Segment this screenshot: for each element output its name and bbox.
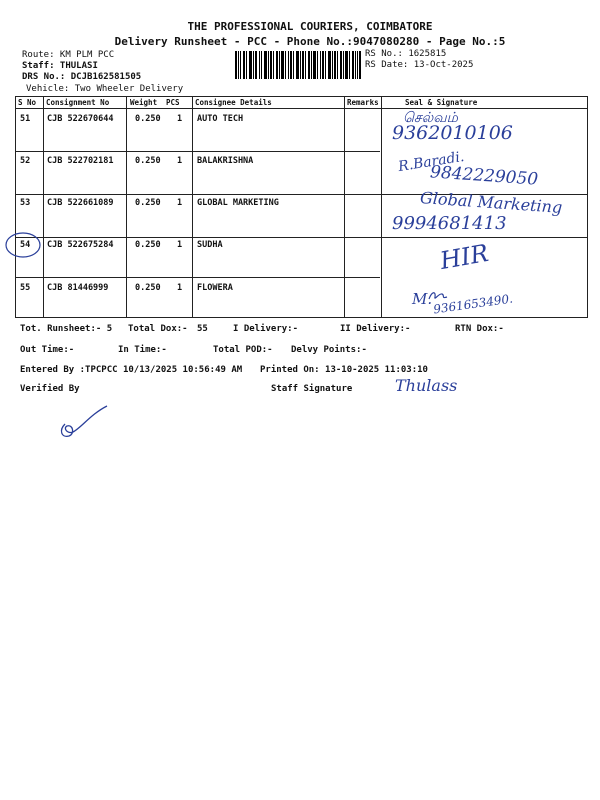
header-consignment: Consignment No <box>46 98 110 107</box>
out-time: Out Time:- <box>20 345 75 355</box>
row-consignment: CJB 522661089 <box>47 198 114 208</box>
staff-handwritten-signature: Thulass <box>395 376 458 395</box>
staff-signature-label: Staff Signature <box>271 384 353 394</box>
handwritten-name: R.Baradi. <box>397 148 466 176</box>
row-pcs: 1 <box>177 240 183 250</box>
row-pcs: 1 <box>177 198 183 208</box>
row-sno: 51 <box>20 114 31 124</box>
delivery-points: Delvy Points:- <box>291 345 367 355</box>
row-divider <box>16 151 380 152</box>
vehicle-text: Vehicle: Two Wheeler Delivery <box>26 84 184 94</box>
row-consignee: AUTO TECH <box>197 114 244 124</box>
row-pcs: 1 <box>177 114 183 124</box>
col-divider <box>192 97 193 317</box>
header-sno: S No <box>18 98 37 107</box>
row-consignment: CJB 522670644 <box>47 114 114 124</box>
row-sno: 52 <box>20 156 31 166</box>
row-consignee: SUDHA <box>197 240 223 250</box>
total-dox-value: 55 <box>197 324 208 334</box>
hand-drawn-circle-icon <box>4 230 44 260</box>
row-pcs: 1 <box>177 283 183 293</box>
handwritten-name: M. <box>412 290 433 308</box>
staff-text: Staff: THULASI <box>22 61 98 71</box>
drs-number: DRS No.: DCJB162581505 <box>22 72 142 82</box>
row-weight: 0.250 <box>135 198 161 208</box>
handwritten-initials: HIR <box>437 239 491 275</box>
entered-by: Entered By :TPCPCC 10/13/2025 10:56:49 AM <box>20 365 243 375</box>
total-dox-label: Total Dox:- <box>128 324 188 334</box>
row-weight: 0.250 <box>135 114 161 124</box>
route-text: Route: KM PLM PCC <box>22 50 115 60</box>
handwritten-phone: 9994681413 <box>392 213 507 234</box>
row-sno: 55 <box>20 283 31 293</box>
row-consignee: GLOBAL MARKETING <box>197 198 279 208</box>
header-pcs: PCS <box>166 98 180 107</box>
row-weight: 0.250 <box>135 283 161 293</box>
handwritten-phone: 9362010106 <box>392 122 513 144</box>
handwritten-phone: 9361653490. <box>432 291 514 317</box>
row-consignment: CJB 81446999 <box>47 283 109 293</box>
row-sno: 53 <box>20 198 31 208</box>
runsheet-subtitle: Delivery Runsheet - PCC - Phone No.:9047080280 - Page No.:5 <box>114 35 506 48</box>
header-weight: Weight <box>130 98 158 107</box>
rs-date: RS Date: 13-Oct-2025 <box>365 60 474 70</box>
ii-delivery: II Delivery:- <box>340 324 411 334</box>
row-sno: 54 <box>20 240 31 250</box>
handwritten-name: செல்வம் <box>403 110 458 126</box>
header-remarks: Remarks <box>347 98 379 107</box>
company-title: THE PROFESSIONAL COURIERS, COIMBATORE <box>187 20 433 33</box>
rs-number: RS No.: 1625815 <box>365 49 447 59</box>
row-consignment: CJB 522675284 <box>47 240 114 250</box>
header-consignee: Consignee Details <box>195 98 272 107</box>
row-divider <box>16 277 380 278</box>
col-divider <box>381 97 382 317</box>
row-consignment: CJB 522702181 <box>47 156 114 166</box>
rtn-dox: RTN Dox:- <box>455 324 504 334</box>
row-consignee: FLOWERA <box>197 283 233 293</box>
handwritten-phone: 9842229050 <box>429 162 539 190</box>
verified-by-label: Verified By <box>20 384 80 394</box>
verifier-signature-icon <box>55 402 115 442</box>
col-divider <box>344 97 345 317</box>
handwritten-name: Global Marketing <box>419 188 563 217</box>
printed-on: Printed On: 13-10-2025 11:03:10 <box>260 365 428 375</box>
row-divider <box>16 237 587 238</box>
i-delivery: I Delivery:- <box>233 324 299 334</box>
row-pcs: 1 <box>177 156 183 166</box>
row-weight: 0.250 <box>135 156 161 166</box>
header-seal: Seal & Signature <box>405 98 478 107</box>
row-consignee: BALAKRISHNA <box>197 156 254 166</box>
col-divider <box>43 97 44 317</box>
total-pod: Total POD:- <box>213 345 273 355</box>
row-weight: 0.250 <box>135 240 161 250</box>
header-divider <box>16 108 587 109</box>
barcode-icon <box>235 51 361 79</box>
col-divider <box>126 97 127 317</box>
total-runsheet: Tot. Runsheet:- 5 <box>20 324 113 334</box>
in-time: In Time:- <box>118 345 167 355</box>
